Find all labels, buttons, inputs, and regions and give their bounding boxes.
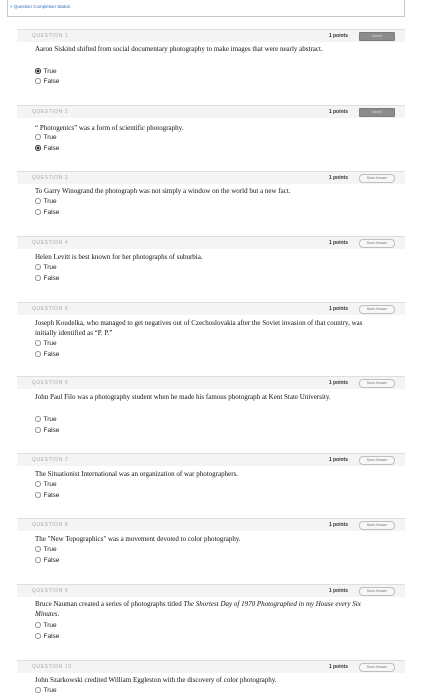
question-3 (17, 171, 405, 216)
question-header (17, 105, 405, 118)
radio-unselected[interactable] (35, 427, 41, 433)
save-answer-button[interactable]: Save Answer (359, 174, 395, 183)
question-header (17, 171, 405, 184)
question-text: Joseph Koudelka, who managed to get negatives out of Czechoslovakia after the Soviet invasion of that country, was initially identified as “P. P.” (35, 319, 363, 337)
radio-unselected[interactable] (35, 275, 41, 281)
radio-unselected[interactable] (35, 340, 41, 346)
question-2 (17, 105, 405, 152)
question-points: 1 points (328, 240, 348, 246)
question-points: 1 points (328, 522, 348, 528)
question-number: QUESTION 3 (32, 175, 69, 181)
question-number: QUESTION 10 (32, 664, 72, 670)
question-points: 1 points (328, 588, 348, 594)
question-header (17, 376, 405, 389)
option-false[interactable]: False (35, 351, 59, 359)
radio-unselected[interactable] (35, 687, 41, 693)
option-false[interactable]: False (35, 427, 59, 435)
question-header (17, 453, 405, 466)
question-points: 1 points (328, 664, 348, 670)
question-1 (17, 29, 405, 85)
question-10 (17, 660, 405, 694)
question-points: 1 points (328, 33, 348, 39)
radio-unselected[interactable] (35, 78, 41, 84)
option-true[interactable]: True (35, 546, 57, 554)
question-text: John Paul Filo was a photography student when he made his famous photograph at Kent State University. (35, 393, 331, 401)
option-false[interactable]: False (35, 275, 59, 283)
question-points: 1 points (328, 109, 348, 115)
radio-unselected[interactable] (35, 209, 41, 215)
option-false[interactable]: False (35, 209, 59, 217)
option-true[interactable]: True (35, 68, 57, 76)
option-true[interactable]: True (35, 416, 57, 424)
save-answer-button[interactable]: Save Answer (359, 239, 395, 248)
question-number: QUESTION 7 (32, 457, 69, 463)
saved-button[interactable]: Saved (359, 32, 395, 41)
radio-unselected[interactable] (35, 492, 41, 498)
option-true[interactable]: True (35, 622, 57, 630)
option-true[interactable]: True (35, 264, 57, 272)
option-false[interactable]: False (35, 557, 59, 565)
save-answer-button[interactable]: Save Answer (359, 456, 395, 465)
option-false[interactable]: False (35, 145, 59, 153)
question-header (17, 29, 405, 42)
radio-unselected[interactable] (35, 264, 41, 270)
saved-button[interactable]: Saved (359, 108, 395, 117)
question-8 (17, 518, 405, 564)
question-header (17, 584, 405, 597)
question-completion-status-bar[interactable]: × Question Completion Status: (7, 0, 405, 17)
option-false[interactable]: False (35, 492, 59, 500)
question-6 (17, 376, 405, 434)
radio-unselected[interactable] (35, 546, 41, 552)
question-header (17, 518, 405, 531)
artwork-title: The Shortest Day of 1970 Photographed in my House every Six Minutes (35, 600, 361, 618)
question-text: Bruce Nauman created a series of photographs titled The Shortest Day of 1970 Photographed in my House every Six Minutes. (35, 600, 361, 618)
radio-unselected[interactable] (35, 622, 41, 628)
question-5 (17, 302, 405, 358)
question-7 (17, 453, 405, 499)
question-points: 1 points (328, 306, 348, 312)
question-text: To Garry Winogrand the photograph was not simply a window on the world but a new fact. (35, 187, 291, 195)
save-answer-button[interactable]: Save Answer (359, 587, 395, 596)
option-true[interactable]: True (35, 687, 57, 695)
radio-selected[interactable] (35, 145, 41, 151)
question-text: Helen Levitt is best known for her photographs of suburbia. (35, 253, 203, 261)
question-header (17, 660, 405, 673)
radio-unselected[interactable] (35, 633, 41, 639)
question-number: QUESTION 9 (32, 588, 69, 594)
save-answer-button[interactable]: Save Answer (359, 663, 395, 672)
radio-unselected[interactable] (35, 134, 41, 140)
question-number: QUESTION 1 (32, 33, 69, 39)
question-text: John Szarkowski credited William Eggleston with the discovery of color photography. (35, 676, 277, 684)
option-false[interactable]: False (35, 78, 59, 86)
option-true[interactable]: True (35, 134, 57, 142)
radio-unselected[interactable] (35, 557, 41, 563)
radio-unselected[interactable] (35, 416, 41, 422)
question-text: “ Photogenics” was a form of scientific photography. (35, 124, 184, 132)
question-text: The Situationist International was an organization of war photographers. (35, 470, 239, 478)
question-number: QUESTION 6 (32, 380, 69, 386)
question-text: Aaron Siskind shifted from social documentary photography to make images that were nearly abstract. (35, 45, 323, 53)
question-4 (17, 236, 405, 282)
option-true[interactable]: True (35, 481, 57, 489)
save-answer-button[interactable]: Save Answer (359, 521, 395, 530)
question-number: QUESTION 4 (32, 240, 69, 246)
save-answer-button[interactable]: Save Answer (359, 379, 395, 388)
radio-unselected[interactable] (35, 198, 41, 204)
questions-container (17, 0, 405, 700)
question-points: 1 points (328, 457, 348, 463)
question-points: 1 points (328, 175, 348, 181)
option-true[interactable]: True (35, 198, 57, 206)
question-9 (17, 584, 405, 640)
question-text: The "New Topographics" was a movement devoted to color photography. (35, 535, 241, 543)
question-header (17, 302, 405, 315)
question-header (17, 236, 405, 249)
radio-unselected[interactable] (35, 351, 41, 357)
save-answer-button[interactable]: Save Answer (359, 305, 395, 314)
question-number: QUESTION 5 (32, 306, 69, 312)
radio-unselected[interactable] (35, 481, 41, 487)
question-number: QUESTION 8 (32, 522, 69, 528)
question-number: QUESTION 2 (32, 109, 69, 115)
radio-selected[interactable] (35, 68, 41, 74)
question-points: 1 points (328, 380, 348, 386)
option-true[interactable]: True (35, 340, 57, 348)
option-false[interactable]: False (35, 633, 59, 641)
